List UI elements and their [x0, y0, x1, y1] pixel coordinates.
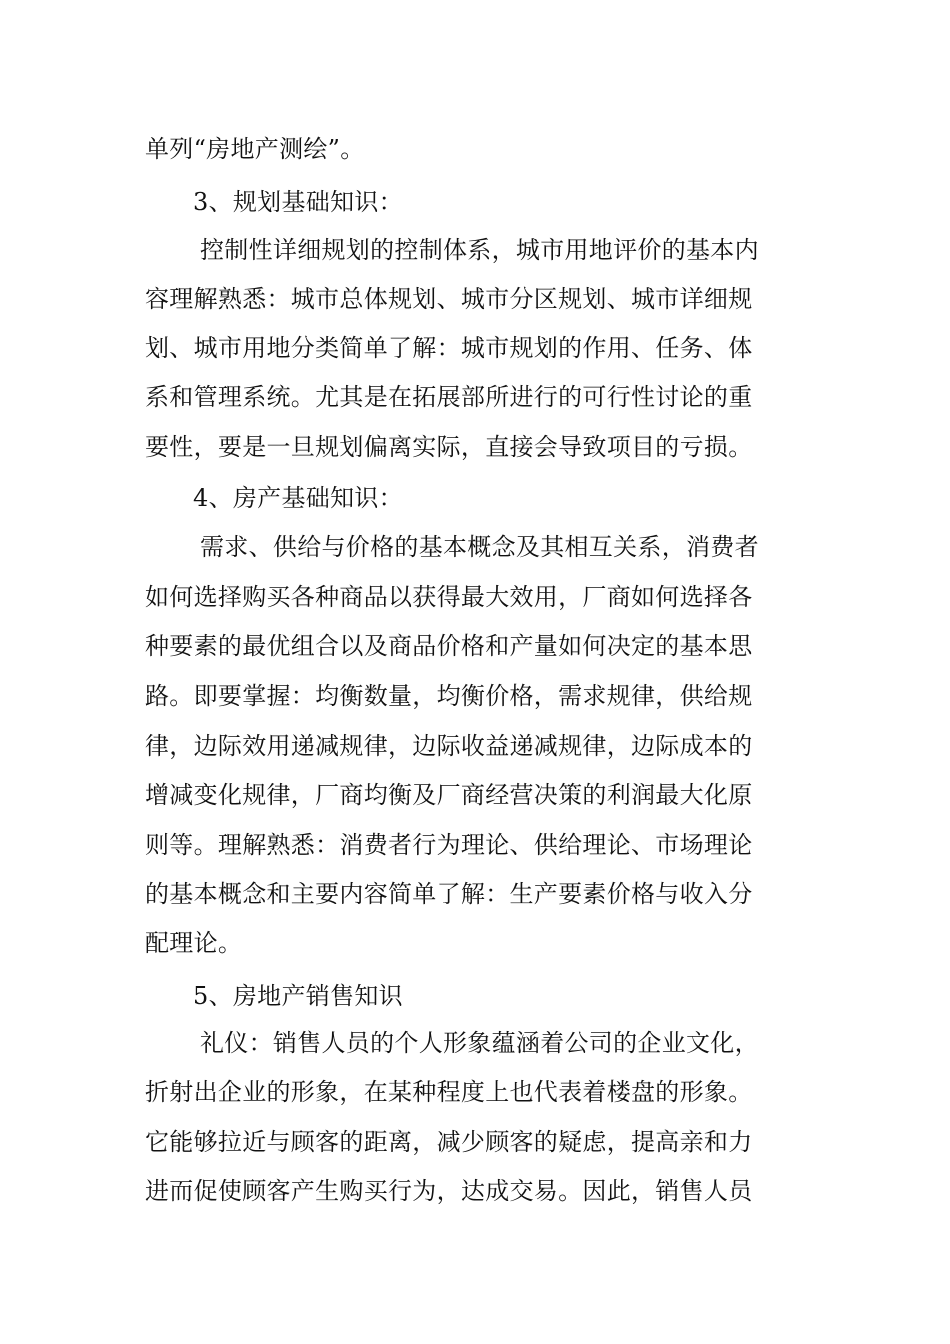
text-line: 需求、供给与价格的基本概念及其相互关系，消费者: [200, 533, 759, 561]
section-heading: 5、房地产销售知识: [193, 982, 403, 1010]
text-line: 礼仪：销售人员的个人形象蕴涵着公司的企业文化，: [200, 1029, 759, 1057]
section-heading: 4、房产基础知识：: [193, 484, 403, 512]
text-line: 容理解熟悉：城市总体规划、城市分区规划、城市详细规: [145, 285, 753, 313]
text-line: 配理论。: [145, 929, 243, 957]
text-line: 如何选择购买各种商品以获得最大效用，厂商如何选择各: [145, 583, 753, 611]
text-line: 种要素的最优组合以及商品价格和产量如何决定的基本思: [145, 632, 753, 660]
text-line: 系和管理系统。尤其是在拓展部所进行的可行性讨论的重: [145, 383, 753, 411]
section-heading: 3、规划基础知识：: [193, 188, 403, 216]
text-line: 的基本概念和主要内容简单了解：生产要素价格与收入分: [145, 880, 753, 908]
text-line: 单列“房地产测绘”。: [145, 135, 365, 163]
text-line: 增减变化规律，厂商均衡及厂商经营决策的利润最大化原: [145, 781, 753, 809]
text-line: 要性，要是一旦规划偏离实际，直接会导致项目的亏损。: [145, 433, 753, 461]
text-line: 折射出企业的形象，在某种程度上也代表着楼盘的形象。: [145, 1078, 753, 1106]
text-line: 则等。理解熟悉：消费者行为理论、供给理论、市场理论: [145, 831, 753, 859]
text-line: 路。即要掌握：均衡数量，均衡价格，需求规律，供给规: [145, 682, 753, 710]
text-line: 进而促使顾客产生购买行为，达成交易。因此，销售人员: [145, 1177, 753, 1205]
text-line: 划、城市用地分类简单了解：城市规划的作用、任务、体: [145, 334, 753, 362]
text-line: 它能够拉近与顾客的距离，减少顾客的疑虑，提高亲和力: [145, 1128, 753, 1156]
text-line: 控制性详细规划的控制体系，城市用地评价的基本内: [200, 236, 759, 264]
text-line: 律，边际效用递减规律，边际收益递减规律，边际成本的: [145, 732, 753, 760]
